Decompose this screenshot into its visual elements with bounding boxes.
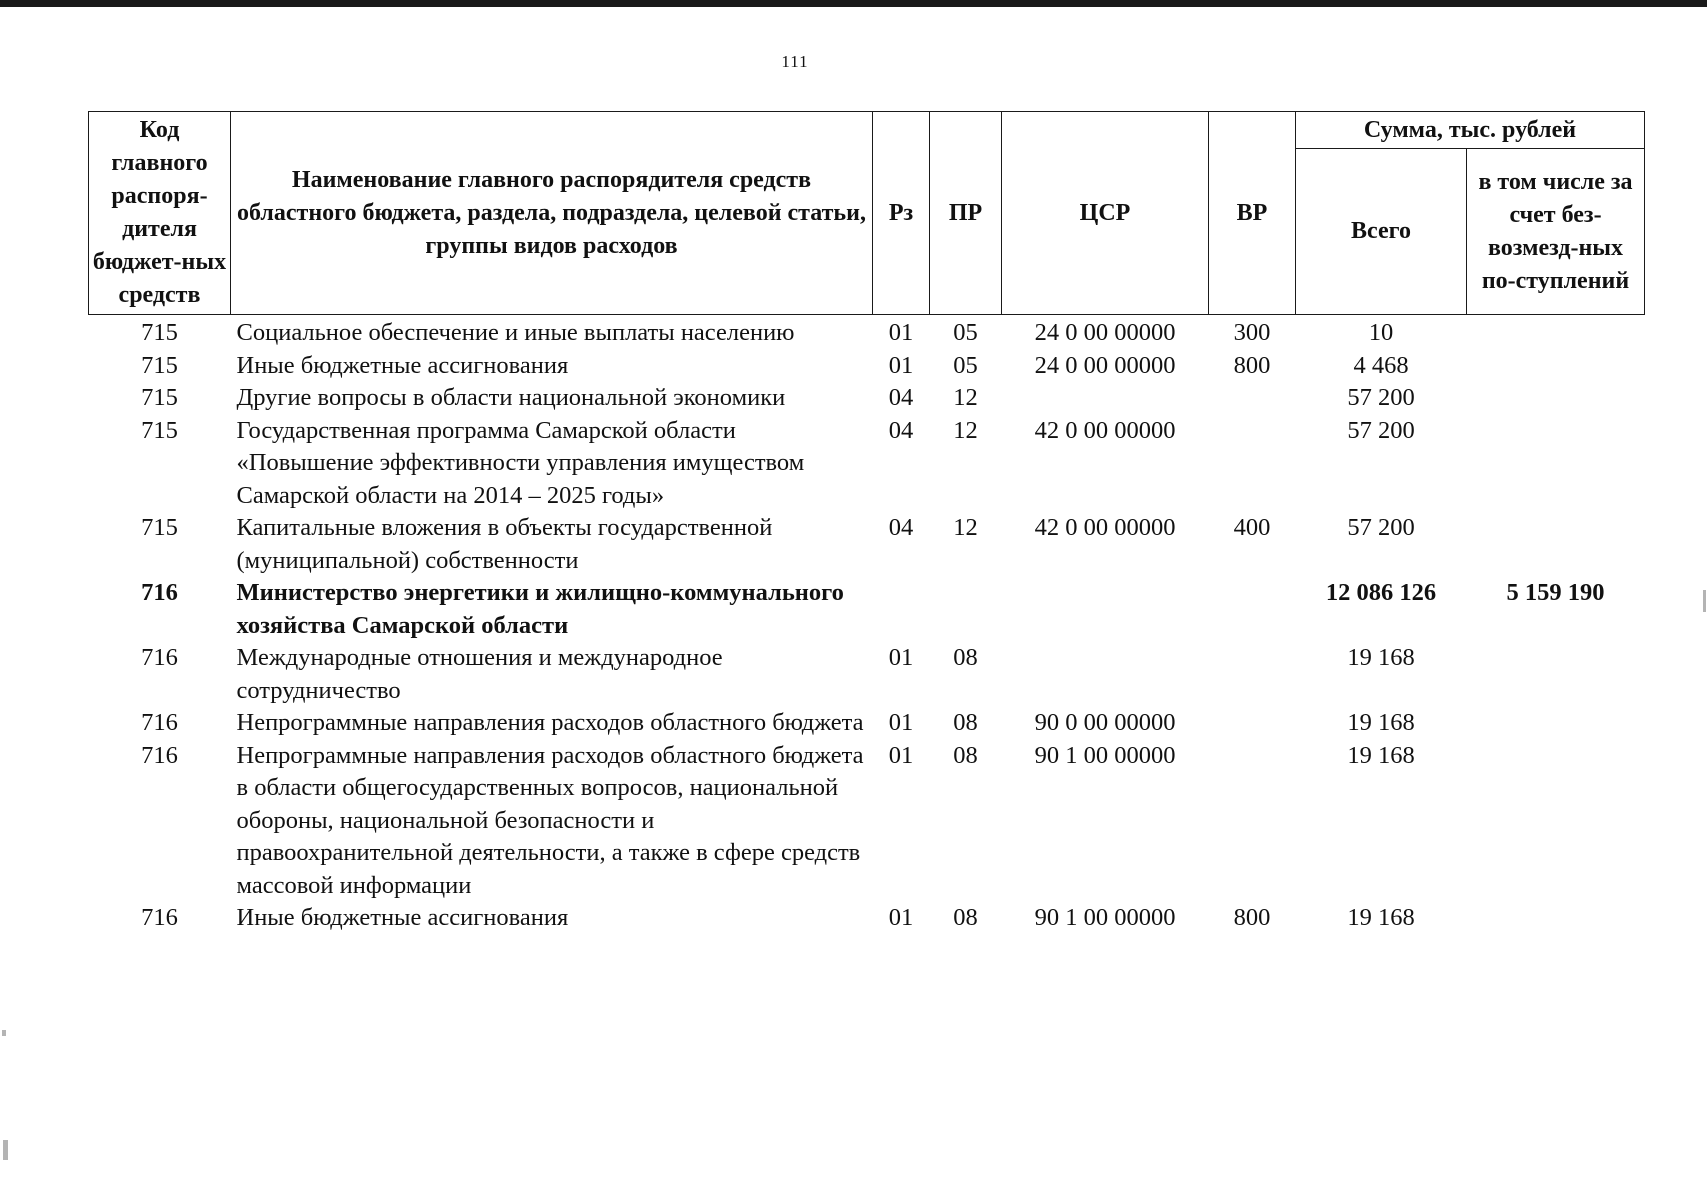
scan-artifact	[1703, 590, 1706, 612]
cell-total: 19 168	[1347, 741, 1415, 769]
cell-free	[1467, 415, 1645, 513]
table-row	[89, 902, 1645, 935]
cell-pr: 12	[953, 416, 978, 444]
header-pr: ПР	[930, 112, 1002, 315]
cell-csr: 90 1 00 00000	[1034, 904, 1176, 931]
cell-name: Капитальные вложения в объекты государственной (муниципальной) собственности	[236, 514, 773, 574]
cell-code: 715	[141, 351, 178, 379]
cell-vr: 800	[1233, 351, 1271, 379]
cell-pr: 05	[953, 319, 978, 346]
cell-total: 57 200	[1347, 416, 1415, 444]
table-row	[89, 382, 1645, 415]
cell-free	[1467, 642, 1645, 707]
table-row	[89, 577, 1645, 642]
scan-artifact	[3, 1140, 8, 1160]
cell-total: 4 468	[1353, 351, 1409, 379]
table-row	[89, 740, 1645, 903]
table-row	[89, 315, 1645, 350]
cell-rz	[873, 577, 930, 642]
cell-total: 12 086 126	[1325, 579, 1437, 606]
cell-pr	[930, 577, 1002, 642]
cell-pr: 05	[953, 351, 978, 379]
cell-code: 715	[141, 319, 178, 346]
cell-rz: 04	[888, 416, 914, 444]
header-vr: ВР	[1209, 112, 1296, 315]
cell-name: Иные бюджетные ассигнования	[236, 904, 569, 931]
cell-free	[1467, 350, 1645, 383]
cell-total: 57 200	[1347, 514, 1415, 541]
cell-total: 57 200	[1347, 384, 1415, 411]
cell-rz: 01	[888, 741, 914, 769]
cell-csr	[1002, 382, 1209, 415]
table-row	[89, 642, 1645, 707]
cell-csr: 42 0 00 00000	[1034, 416, 1176, 444]
page-number: 111	[781, 52, 809, 71]
cell-name: Непрограммные направления расходов областного бюджета	[236, 709, 864, 736]
cell-free: 5 159 190	[1506, 579, 1605, 606]
cell-rz: 01	[888, 351, 914, 379]
cell-total: 19 168	[1347, 904, 1415, 931]
cell-rz: 01	[888, 709, 914, 736]
cell-vr	[1209, 382, 1296, 415]
cell-rz: 01	[888, 904, 914, 931]
cell-vr	[1209, 415, 1296, 513]
cell-vr: 400	[1233, 514, 1271, 541]
table-row	[89, 350, 1645, 383]
cell-pr: 08	[953, 904, 978, 931]
cell-rz: 01	[888, 319, 914, 346]
header-rz: Рз	[873, 112, 930, 315]
table-row	[89, 415, 1645, 513]
table-row	[89, 512, 1645, 577]
cell-code: 716	[141, 579, 178, 606]
header-free: в том числе за счет без-возмезд-ных по-ступлений	[1467, 149, 1645, 315]
cell-code: 715	[141, 384, 178, 411]
cell-csr: 90 0 00 00000	[1034, 709, 1176, 736]
cell-csr	[1002, 577, 1209, 642]
table-header	[89, 112, 1645, 315]
header-name: Наименование главного распорядителя средств областного бюджета, раздела, подраздела, целевой статьи, группы видов расходов	[231, 112, 873, 315]
cell-name: Другие вопросы в области национальной экономики	[236, 384, 786, 411]
cell-code: 716	[141, 644, 178, 671]
cell-name: Государственная программа Самарской области «Повышение эффективности управления имуществом Самарской области на 2014 – 2025 годы»	[236, 416, 805, 509]
header-code: Код главного распоря-дителя бюджет-ных средств	[89, 112, 231, 315]
header-csr: ЦСР	[1002, 112, 1209, 315]
cell-vr: 300	[1233, 319, 1271, 346]
cell-name: Министерство энергетики и жилищно-коммунального хозяйства Самарской области	[236, 579, 844, 639]
cell-code: 715	[141, 416, 178, 444]
cell-name: Иные бюджетные ассигнования	[236, 351, 569, 379]
cell-rz: 04	[888, 384, 914, 411]
table-row	[89, 707, 1645, 740]
cell-code: 716	[141, 904, 178, 931]
budget-table	[88, 111, 1645, 935]
cell-csr	[1002, 642, 1209, 707]
cell-pr: 08	[953, 741, 978, 769]
cell-total: 19 168	[1347, 709, 1415, 736]
cell-csr: 24 0 00 00000	[1034, 351, 1176, 379]
header-total: Всего	[1296, 149, 1467, 315]
cell-vr	[1209, 577, 1296, 642]
cell-name: Социальное обеспечение и иные выплаты населению	[236, 319, 795, 346]
cell-free	[1467, 315, 1645, 350]
cell-rz: 01	[888, 644, 914, 671]
cell-csr: 42 0 00 00000	[1034, 514, 1176, 541]
cell-code: 716	[141, 741, 178, 769]
cell-free	[1467, 740, 1645, 903]
cell-vr	[1209, 740, 1296, 903]
cell-free	[1467, 902, 1645, 935]
cell-csr: 24 0 00 00000	[1034, 319, 1176, 346]
cell-total: 10	[1368, 319, 1394, 346]
cell-free	[1467, 707, 1645, 740]
cell-name: Непрограммные направления расходов областного бюджета в области общегосударственных вопросов, национальной обороны, национальной безопасности и правоохранительной деятельности, а также в сфере средств массовой информации	[236, 741, 864, 899]
cell-vr: 800	[1233, 904, 1271, 931]
cell-free	[1467, 382, 1645, 415]
cell-total: 19 168	[1347, 644, 1415, 671]
cell-pr: 08	[953, 644, 978, 671]
cell-pr: 12	[953, 514, 978, 541]
cell-free	[1467, 512, 1645, 577]
cell-pr: 12	[953, 384, 978, 411]
cell-csr: 90 1 00 00000	[1034, 741, 1176, 769]
cell-rz: 04	[888, 514, 914, 541]
cell-code: 716	[141, 709, 178, 736]
cell-name: Международные отношения и международное сотрудничество	[236, 644, 723, 704]
table-body	[89, 315, 1645, 935]
top-border-rule	[0, 0, 1707, 7]
cell-code: 715	[141, 514, 178, 541]
scan-artifact	[2, 1030, 6, 1036]
cell-vr	[1209, 642, 1296, 707]
cell-pr: 08	[953, 709, 978, 736]
cell-vr	[1209, 707, 1296, 740]
header-sum: Сумма, тыс. рублей	[1296, 112, 1645, 149]
